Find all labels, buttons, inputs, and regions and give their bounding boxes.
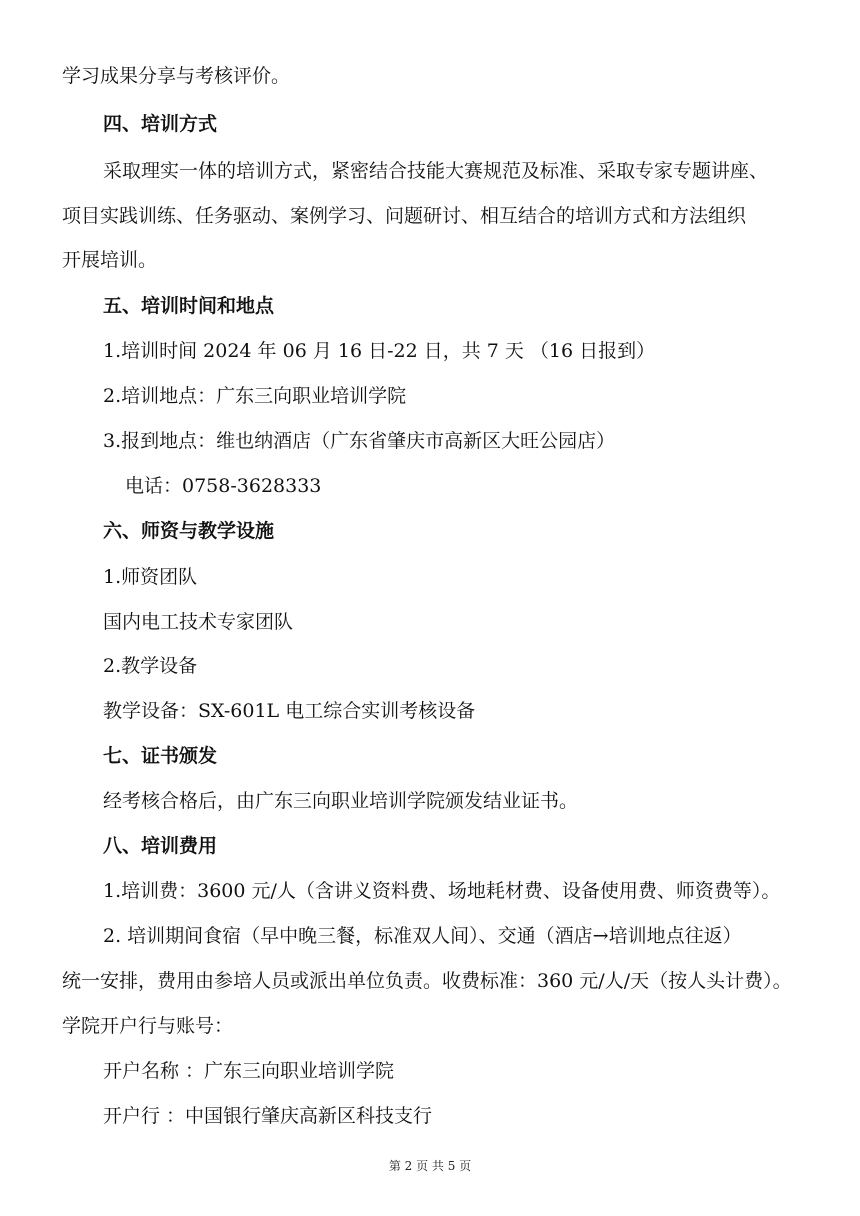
account-name-line: 开户名称 ：广东三向职业培训学院: [103, 1060, 395, 1082]
section-heading-fees: 八、培训费用: [103, 835, 218, 857]
bank-line: 开户行 ：中国银行肇庆高新区科技支行: [103, 1105, 433, 1127]
list-item: 2. 培训期间食宿（早中晚三餐，标准双人间）、交通（酒店→培训地点往返）: [103, 925, 742, 947]
list-item: 1.培训费：3600 元/人（含讲义资料费、场地耗材费、设备使用费、师资费等）。: [103, 880, 781, 902]
section-heading-training-method: 四、培训方式: [103, 113, 218, 135]
paragraph-line: 教学设备：SX-601L 电工综合实训考核设备: [103, 700, 476, 722]
section-heading-time-place: 五、培训时间和地点: [103, 295, 275, 317]
section-heading-certificate: 七、证书颁发: [103, 745, 218, 767]
phone-line: 电话：0758-3628333: [125, 475, 322, 497]
paragraph-line: 学习成果分享与考核评价。: [62, 65, 291, 87]
paragraph-line: 采取理实一体的培训方式，紧密结合技能大赛规范及标准、采取专家专题讲座、: [103, 160, 769, 182]
paragraph-line: 国内电工技术专家团队: [103, 611, 294, 633]
paragraph-line: 项目实践训练、任务驱动、案例学习、问题研讨、相互结合的培训方式和方法组织: [62, 205, 747, 227]
list-item: 2.培训地点：广东三向职业培训学院: [103, 385, 407, 407]
page-number-footer: 第 2 页 共 5 页: [388, 1159, 472, 1173]
paragraph-line: 统一安排，费用由参培人员或派出单位负责。收费标准：360 元/人/天（按人头计费）。: [62, 970, 792, 992]
list-item: 1.师资团队: [103, 566, 198, 588]
paragraph-line: 开展培训。: [62, 249, 158, 271]
list-item: 3.报到地点：维也纳酒店（广东省肇庆市高新区大旺公园店）: [103, 430, 616, 452]
list-item: 1.培训时间 2024 年 06 月 16 日-22 日，共 7 天 （16 日报到）: [103, 340, 656, 362]
list-item: 2.教学设备: [103, 655, 198, 677]
paragraph-line: 学院开户行与账号：: [62, 1015, 234, 1037]
section-heading-faculty: 六、师资与教学设施: [103, 520, 275, 542]
paragraph-line: 经考核合格后，由广东三向职业培训学院颁发结业证书。: [103, 790, 579, 812]
